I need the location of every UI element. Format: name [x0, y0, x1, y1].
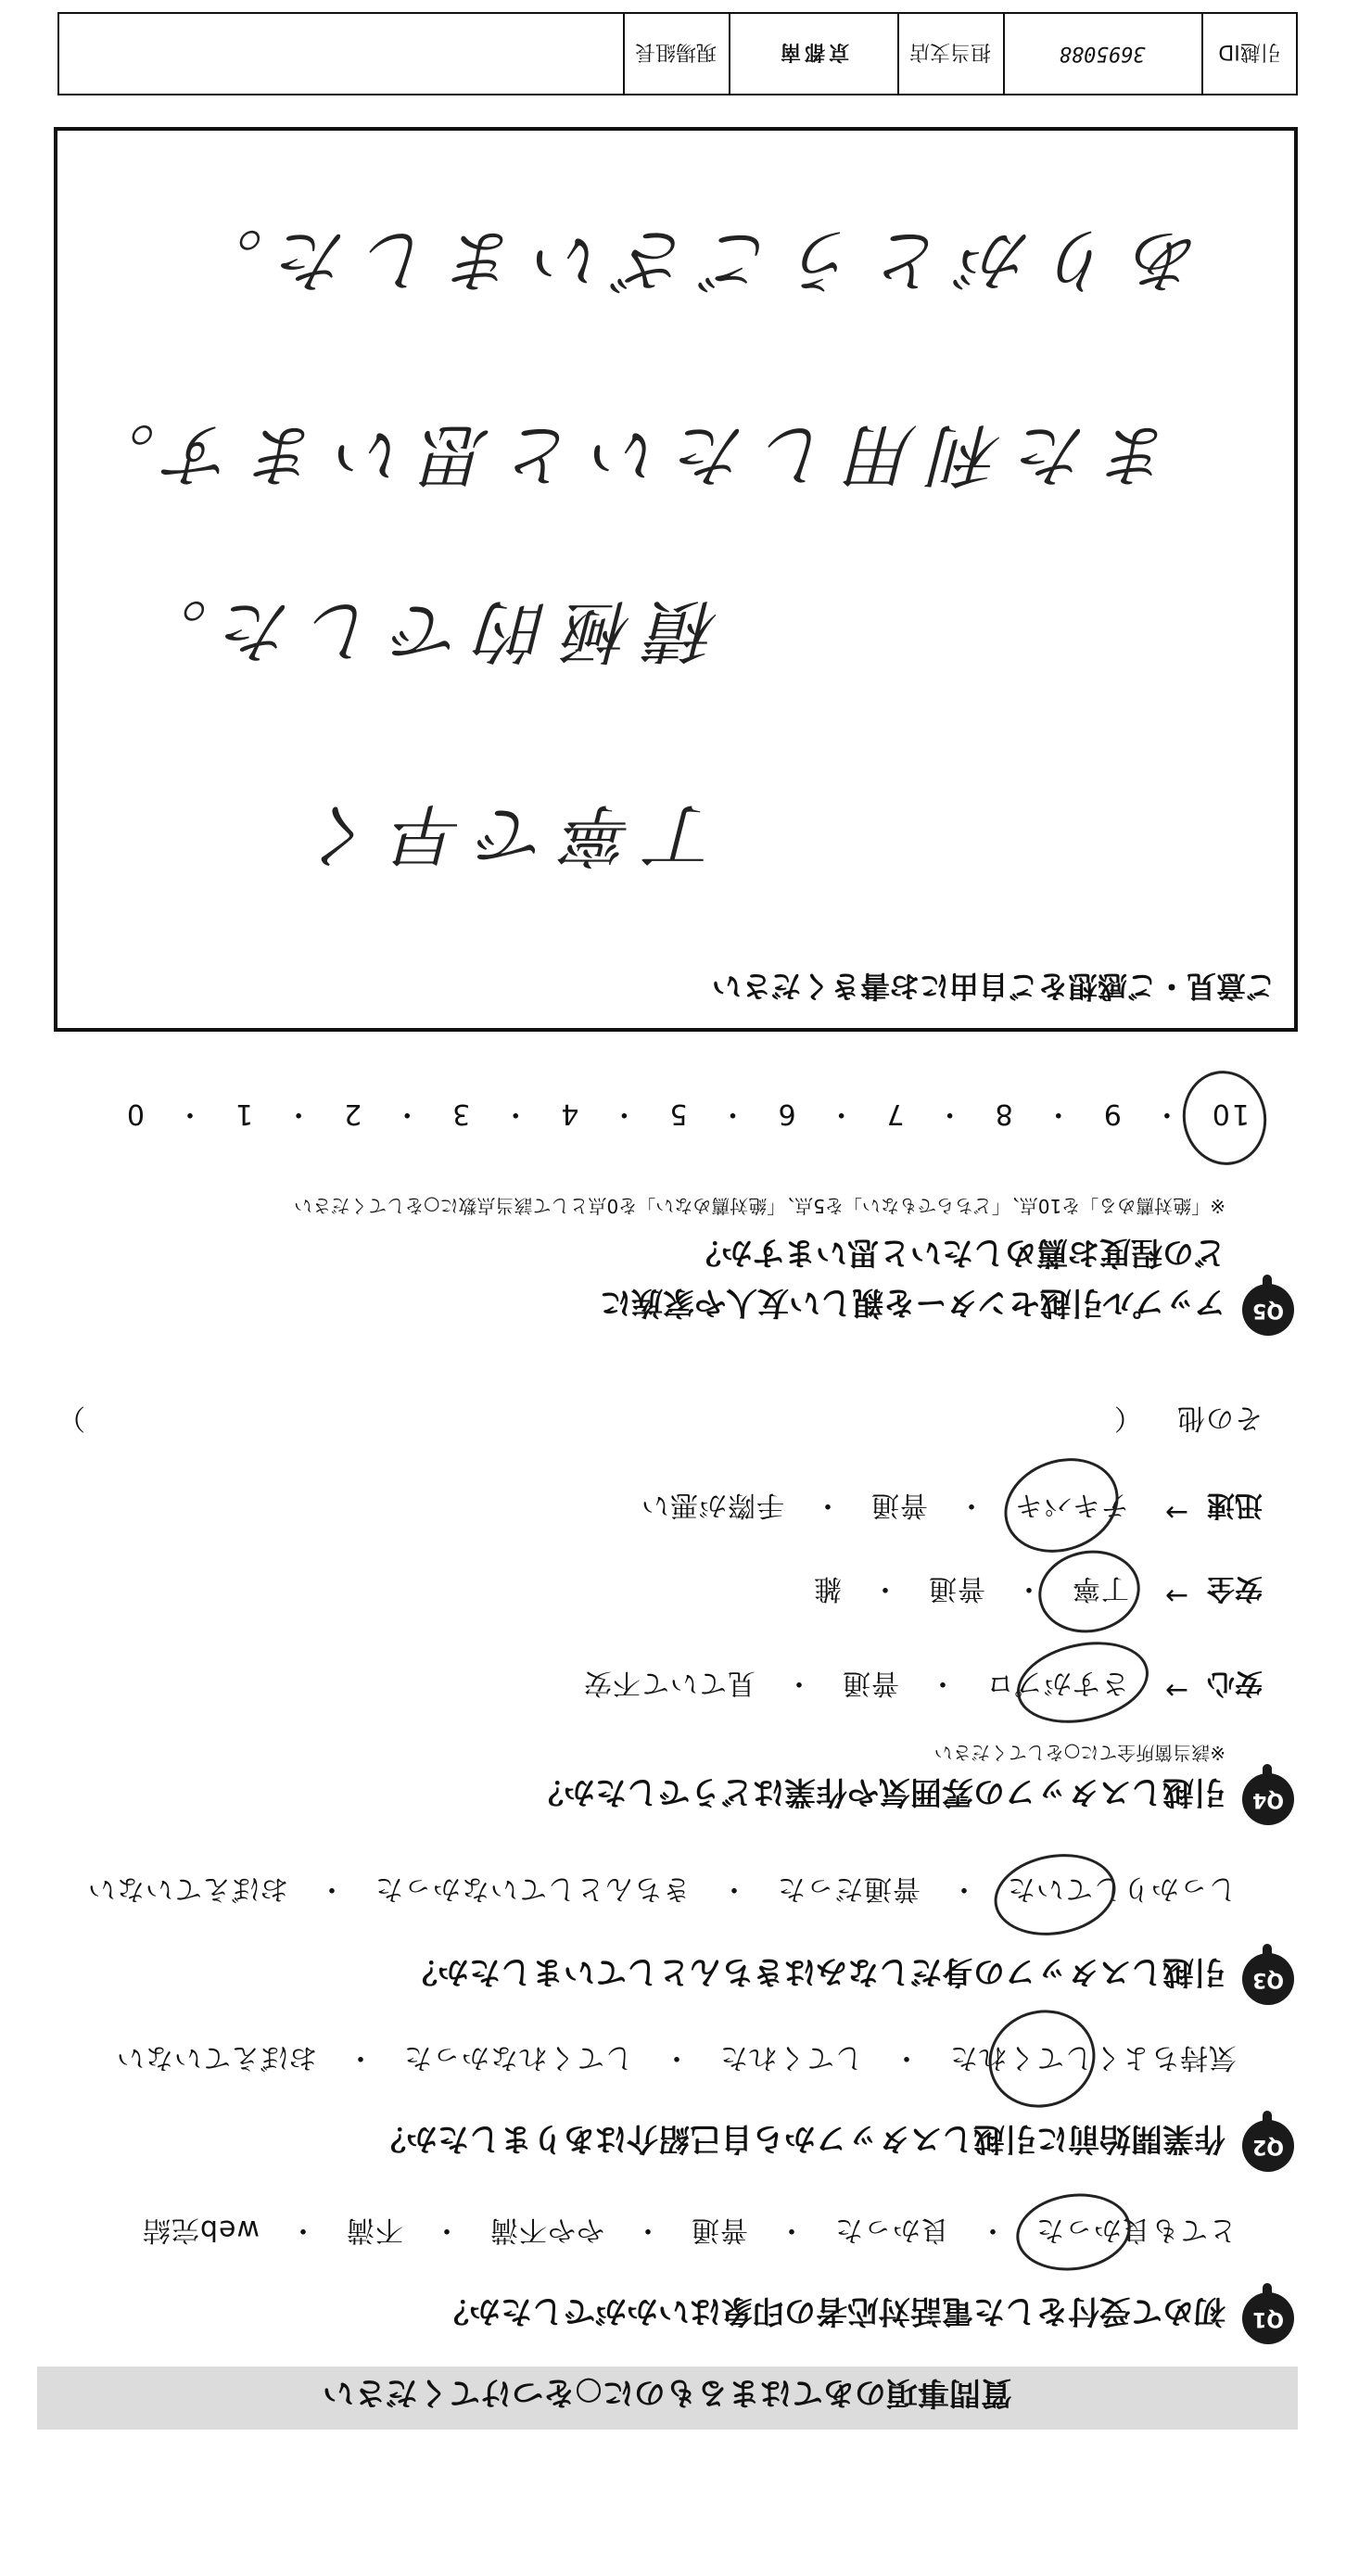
- q4-row-anshin-options[interactable]: さすがプロ ・ 普通 ・ 見ていて不安: [583, 1667, 1129, 1699]
- instruction-text: 質問事項のあてはまるものに○をつけてください: [323, 2374, 1012, 2411]
- q5-question-line2: どの程度お薦めしたいと思いますか？: [690, 1234, 1225, 1271]
- role-label-cell: [623, 14, 730, 94]
- role-value-cell[interactable]: [57, 14, 625, 94]
- branch-label-cell: [897, 14, 1005, 94]
- q1-options[interactable]: とても良かった ・ 良かった ・ 普通 ・ やや不満 ・ 不満 ・ web完結: [141, 2214, 1237, 2246]
- q1-selection-circle: [1011, 2187, 1136, 2278]
- branch-value-cell: [729, 14, 899, 94]
- q4-row-anshin-arrow: →: [1163, 1674, 1188, 1707]
- comment-label: ご意見・ご感想をご自由にお書きください: [711, 969, 1276, 1004]
- q4-row-anzen-label: 安全: [1207, 1572, 1263, 1605]
- q5-badge: Q5: [1242, 1284, 1294, 1336]
- q3-selection-circle: [988, 1845, 1123, 1945]
- q2-options[interactable]: 気持ちよくしてくれた ・ してくれた ・ してくれなかった ・ おぼえていない: [116, 2041, 1237, 2074]
- q4-other-label: その他: [1176, 1402, 1263, 1434]
- id-label-cell: [1203, 14, 1296, 94]
- q4-row-anzen-options[interactable]: 丁寧 ・ 普通 ・ 雑: [813, 1572, 1129, 1605]
- q4-row-jinsoku-arrow: →: [1163, 1496, 1188, 1529]
- q2-question: 作業開始前に引越しスタッフから自己紹介はありましたか？: [375, 2120, 1225, 2157]
- q4-question: 引越しスタッフの雰囲気や作業はどうでしたか？: [532, 1773, 1225, 1810]
- handwritten-line-3: また利用したいと思います。: [70, 414, 1174, 494]
- q3-question: 引越しスタッフの身だしなみはきちんとしていましたか？: [406, 1953, 1225, 1990]
- branch-stamp: 京都南: [777, 40, 850, 64]
- q2-badge: Q2: [1242, 2120, 1294, 2172]
- q3-badge: Q3: [1242, 1953, 1294, 2005]
- id-strip: [57, 12, 1298, 95]
- q4-other-close: ）: [57, 1402, 85, 1434]
- q4-row-jinsoku-label: 迅速: [1207, 1489, 1263, 1521]
- id-value: 3695088: [1059, 42, 1146, 66]
- handwritten-line-2: 積極的でした。: [122, 590, 719, 670]
- q4-badge: Q4: [1242, 1773, 1294, 1825]
- q1-question: 初めて受付をした電話対応者の印象はいかがでしたか？: [438, 2292, 1225, 2329]
- q4-anzen-selection-circle: [1032, 1542, 1147, 1641]
- q4-other-open: （: [1113, 1402, 1142, 1434]
- q4-note: ※該当箇所全てに○をしてください: [933, 1742, 1225, 1764]
- q5-note: ※「絶対薦める」を10点、「どちらでもない」を5点、「絶対薦めない」を0点として該当点数に○をしてください: [294, 1195, 1225, 1217]
- q4-anshin-selection-circle: [1010, 1631, 1156, 1734]
- q5-question-line1: アップル引越センターを親しい友人や家族に: [600, 1284, 1225, 1321]
- q1-badge: Q1: [1242, 2292, 1294, 2344]
- comment-box[interactable]: [54, 127, 1298, 1032]
- role-label: 現場組長: [635, 40, 717, 64]
- q5-selection-circle: [1175, 1064, 1274, 1172]
- q4-row-anzen-arrow: →: [1163, 1580, 1188, 1612]
- q4-row-jinsoku-options[interactable]: テキパキ ・ 普通 ・ 手際が悪い: [641, 1489, 1129, 1521]
- handwritten-line-4: ありがとうございました。: [178, 220, 1201, 299]
- q4-jinsoku-selection-circle: [991, 1442, 1132, 1567]
- q4-row-anshin-label: 安心: [1207, 1667, 1263, 1699]
- handwritten-line-1: 丁寧で早く: [293, 794, 719, 874]
- q2-selection-circle: [976, 1997, 1108, 2122]
- q3-options[interactable]: しっかりしていた ・ 普通だった ・ きちんとしていなかった ・ おぼえていない: [87, 1872, 1237, 1905]
- instruction-band: [37, 2367, 1298, 2430]
- branch-label: 担当支店: [909, 40, 992, 64]
- q5-score-scale[interactable]: 10 ・ 9 ・ 8 ・ 7 ・ 6 ・ 5 ・ 4 ・ 3 ・ 2 ・ 1 ・ 0: [124, 1098, 1250, 1130]
- id-label: 引越ID: [1218, 40, 1281, 64]
- id-value-cell: [1003, 14, 1203, 94]
